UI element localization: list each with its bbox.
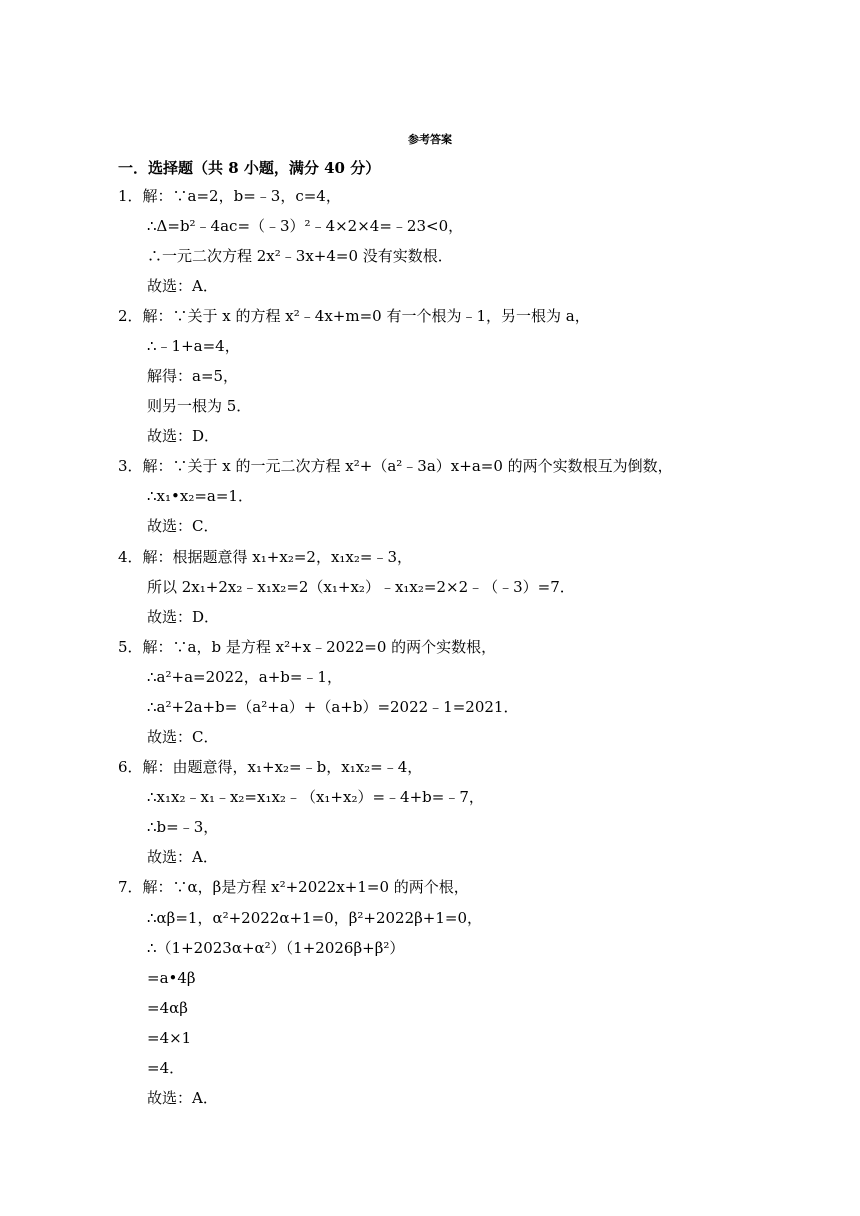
page-title: 参考答案 — [408, 133, 452, 146]
answer-1-line-2: ∴Δ=b²﹣4ac=（﹣3）²﹣4×2×4=﹣23<0， — [147, 217, 464, 235]
answer-6-line-2: ∴x₁x₂﹣x₁﹣x₂=x₁x₂﹣（x₁+x₂）=﹣4+b=﹣7， — [147, 788, 484, 806]
answer-2-line-1: 2．解：∵关于 x 的方程 x²﹣4x+m=0 有一个根为﹣1，另一根为 a， — [118, 307, 590, 325]
answer-5-line-2: ∴a²+a=2022，a+b=﹣1， — [147, 668, 342, 686]
answer-2-line-4: 则另一根为 5． — [147, 397, 252, 415]
answer-7-line-6: =4×1 — [147, 1029, 192, 1047]
answer-3-line-3: 故选：C． — [147, 517, 219, 535]
answer-2-line-5: 故选：D． — [147, 427, 220, 445]
answer-7-line-4: =a•4β — [147, 969, 196, 987]
answer-4-line-2: 所以 2x₁+2x₂﹣x₁x₂=2（x₁+x₂）﹣x₁x₂=2×2﹣（﹣3）=7． — [147, 578, 575, 596]
answer-3-line-2: ∴x₁•x₂=a=1． — [147, 487, 253, 505]
answer-2-line-2: ∴﹣1+a=4， — [147, 337, 240, 355]
answer-7-line-2: ∴αβ=1，α²+2022α+1=0，β²+2022β+1=0， — [147, 909, 483, 927]
answer-1-line-1: 1．解：∵a=2，b=﹣3，c=4， — [118, 187, 341, 205]
answer-7-line-7: =4． — [147, 1059, 185, 1077]
answer-5-line-1: 5．解：∵a，b 是方程 x²+x﹣2022=0 的两个实数根， — [118, 638, 497, 656]
answer-7-line-1: 7．解：∵α，β是方程 x²+2022x+1=0 的两个根， — [118, 878, 469, 896]
answer-7-line-5: =4αβ — [147, 999, 188, 1017]
answer-3-line-1: 3．解：∵关于 x 的一元二次方程 x²+（a²﹣3a）x+a=0 的两个实数根互为倒数， — [118, 457, 673, 475]
answer-6-line-4: 故选：A． — [147, 848, 218, 866]
section-heading: 一．选择题（共 8 小题，满分 40 分） — [118, 159, 381, 177]
answer-6-line-3: ∴b=﹣3， — [147, 818, 219, 836]
answer-7-line-8: 故选：A． — [147, 1089, 218, 1107]
answer-2-line-3: 解得：a=5， — [147, 367, 239, 385]
answer-1-line-4: 故选：A． — [147, 277, 218, 295]
answer-5-line-3: ∴a²+2a+b=（a²+a）+（a+b）=2022﹣1=2021． — [147, 698, 519, 716]
answer-5-line-4: 故选：C． — [147, 728, 219, 746]
answer-7-line-3: ∴（1+2023α+α²）（1+2026β+β²） — [147, 939, 405, 957]
answer-6-line-1: 6．解：由题意得，x₁+x₂=﹣b，x₁x₂=﹣4， — [118, 758, 423, 776]
answer-4-line-3: 故选：D． — [147, 608, 220, 626]
answer-4-line-1: 4．解：根据题意得 x₁+x₂=2，x₁x₂=﹣3， — [118, 548, 412, 566]
answer-1-line-3: ∴一元二次方程 2x²﹣3x+4=0 没有实数根． — [147, 247, 453, 265]
